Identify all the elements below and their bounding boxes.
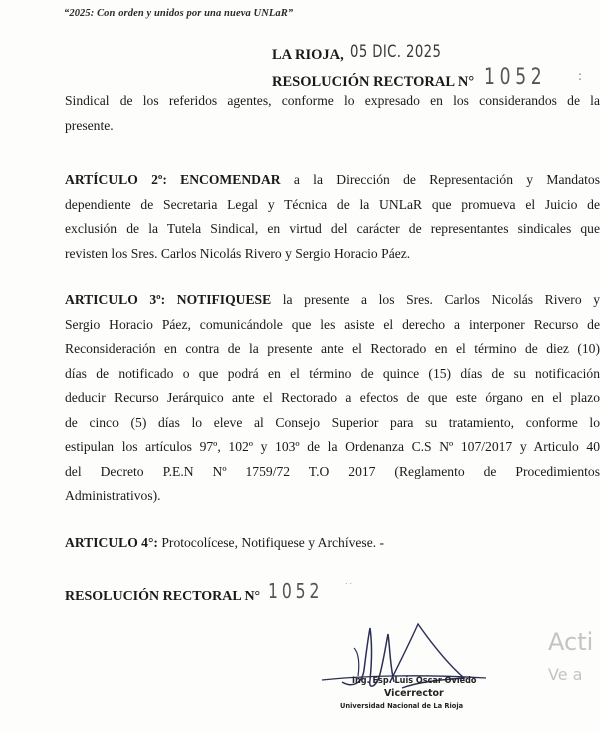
handwritten-signature <box>318 618 488 698</box>
footer-resolution <box>65 581 339 605</box>
text-line: revisten los Sres. Carlos Nicolás Rivero y Sergio Horacio Páez. <box>65 245 411 261</box>
stamp-mark: : <box>578 69 583 83</box>
stamp-mark: ˙˙ <box>344 583 353 593</box>
text-line: exclusión de la Tutela Sindical, en virtud del carácter de representantes sindicales que <box>65 221 600 236</box>
text-line <box>65 531 600 556</box>
header-city-date <box>272 44 467 64</box>
text-line <box>65 168 600 193</box>
activation-watermark-subtitle: Ve a <box>548 665 583 684</box>
activation-watermark-title: Acti <box>548 628 594 656</box>
signature-block <box>318 618 488 728</box>
article-4 <box>65 531 600 556</box>
text-line: Sergio Horacio Páez, comunicándole que les asiste el derecho a interponer Recurso de <box>65 316 600 332</box>
text-line: del Decreto P.E.N Nº 1759/72 T.O 2017 (Reglamento de Procedimientos <box>65 463 600 479</box>
signatory-title: Vicerrector <box>384 688 444 699</box>
text-line: estipulan los artículos 97º, 102º y 103º de la Ordenanza C.S Nº 107/2017 y Articulo 40 <box>65 439 600 454</box>
resolution-number-stamp: 1052 <box>268 579 324 603</box>
article-heading: ARTICULO 4°: <box>65 535 158 550</box>
article-heading: ARTÍCULO 2º: ENCOMENDAR <box>65 172 281 187</box>
paragraph-continuation <box>65 89 600 138</box>
signatory-institution: Universidad Nacional de La Rioja <box>340 702 464 710</box>
text-line: de cinco (5) días lo eleve al Consejo Superior para su tratamiento, conforme lo <box>65 414 600 430</box>
date-stamp: 05 DIC. 2025 <box>349 42 442 62</box>
text-fragment: la presente a los Sres. Carlos Nicolás Rivero y <box>271 292 600 307</box>
text-line: dependiente de Secretaria Legal y Técnica de la UNLaR que promueva el Juicio de <box>65 196 600 212</box>
text-line: Reconsideración en contra de la presente ante el Rectorado en el término de diez (10) <box>65 341 600 356</box>
text-line: Administrativos). <box>65 488 161 503</box>
institutional-motto: “2025: Con orden y unidos por una nueva UNLaR” <box>64 8 294 19</box>
resolution-label: RESOLUCIÓN RECTORAL N° <box>65 589 261 604</box>
city-label: LA RIOJA, <box>272 47 344 63</box>
text-line: días de notificado o que podrá en el término de quince (15) días de su notificación <box>65 365 600 381</box>
article-heading: ARTICULO 3º: NOTIFIQUESE <box>65 292 272 307</box>
text-fragment: a la Dirección de Representación y Mandatos <box>280 172 600 187</box>
text-line <box>65 288 600 313</box>
resolution-label: RESOLUCIÓN RECTORAL N° <box>272 74 475 90</box>
signatory-name: Ing. Esp. Luis Oscar Oviedo <box>352 676 477 686</box>
article-2 <box>65 168 600 266</box>
resolution-number-stamp: 1052 <box>484 65 547 90</box>
text-fragment: Protocolícese, Notifiquese y Archívese. - <box>157 535 385 550</box>
article-3 <box>65 288 600 509</box>
text-line: Sindical de los referidos agentes, conforme lo expresado en los considerandos de la <box>65 93 600 108</box>
text-line: deducir Recurso Jerárquico ante el Rectorado a efectos de que este órgano en el plazo <box>65 390 600 405</box>
text-line: presente. <box>65 117 114 133</box>
